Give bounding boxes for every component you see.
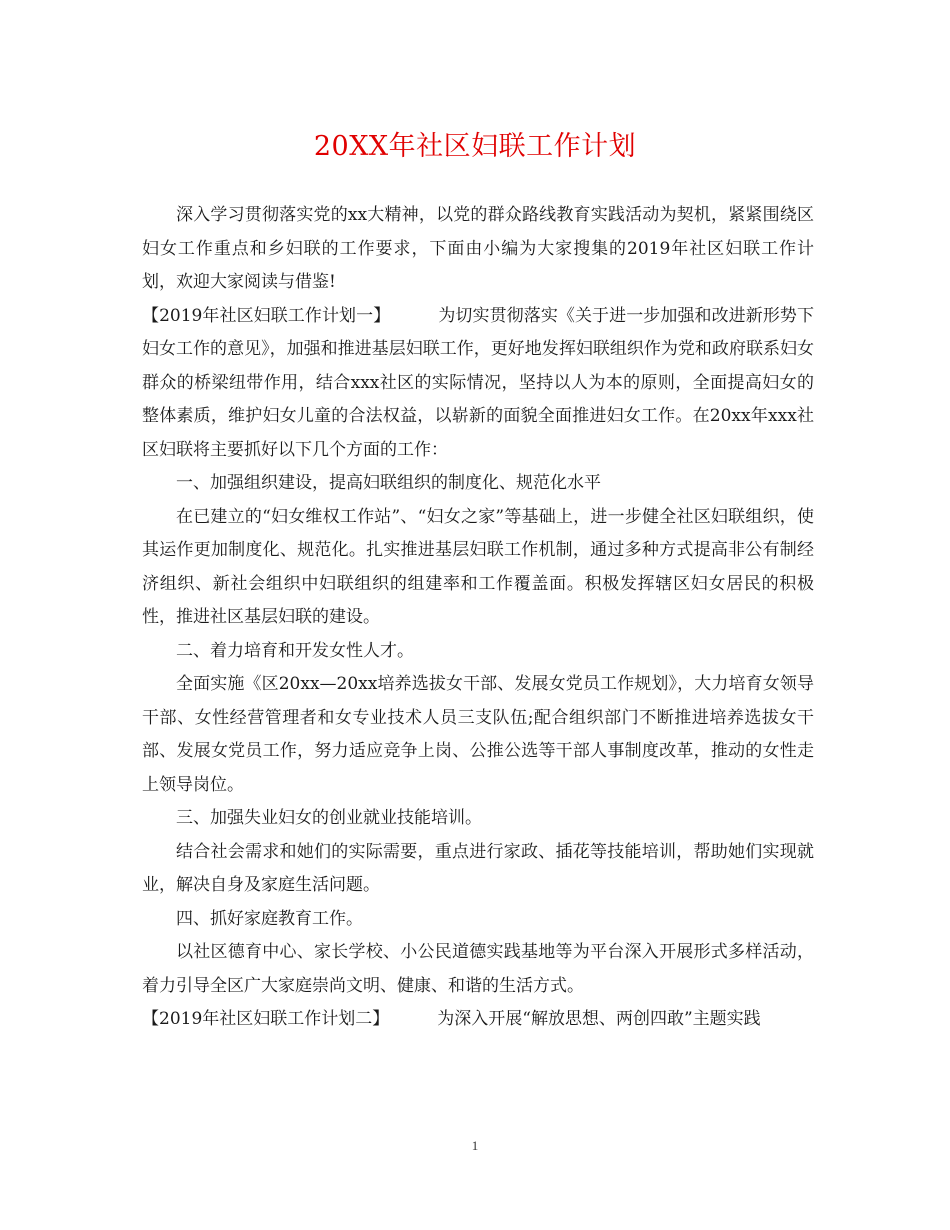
section1-paragraph: 在已建立的“妇女维权工作站”、“妇女之家”等基础上，进一步健全社区妇联组织，使其运作更加制度化、规范化。扎实推进基层妇联工作机制，通过多种方式提高非公有制经济组织、新社会组织中妇联组织的组建率和工作覆盖面。积极发挥辖区妇女居民的积极性，推进社区基层妇联的建设。 <box>142 506 814 627</box>
plan2-text: 为深入开展“解放思想、两创四敢”主题实践 <box>437 1009 761 1029</box>
document-title: 20XX年社区妇联工作计划 <box>313 131 637 162</box>
page-number: 1 <box>471 1138 479 1153</box>
section2-paragraph: 全面实施《区20xx—20xx培养选拔女干部、发展女党员工作规划》，大力培育女领导干部、女性经营管理者和女专业技术人员三支队伍;配合组织部门不断推进培养选拔女干部、发展女党员工作，努力适应竞争上岗、公推公选等干部人事制度改革，推动的女性走上领导岗位。 <box>142 674 814 795</box>
section4-paragraph: 以社区德育中心、家长学校、小公民道德实践基地等为平台深入开展形式多样活动，着力引导全区广大家庭崇尚文明、健康、和谐的生活方式。 <box>142 942 814 996</box>
document-body <box>142 199 814 1037</box>
plan2-paragraph <box>142 1003 814 1037</box>
plan2-heading: 【2019年社区妇联工作计划二】 <box>142 1009 390 1029</box>
section1-heading: 一、加强组织建设，提高妇联组织的制度化、规范化水平 <box>176 473 601 493</box>
section2-heading: 二、着力培育和开发女性人才。 <box>176 640 414 661</box>
plan1-heading: 【2019年社区妇联工作计划一】 <box>142 305 391 326</box>
plan1-paragraph <box>142 300 814 468</box>
section4-heading: 四、抓好家庭教育工作。 <box>176 908 363 929</box>
plan1-text: 为切实贯彻落实《关于进一步加强和改进新形势下妇女工作的意见》，加强和推进基层妇联工作，更好地发挥妇联组织作为党和政府联系妇女群众的桥梁纽带作用，结合xxx社区的实际情况，坚持以人为本的原则，全面提高妇女的整体素质，维护妇女儿童的合法权益，以崭新的面貌全面推进妇女工作。在20xx年xxx社区妇联将主要抓好以下几个方面的工作： <box>142 305 814 460</box>
intro-paragraph: 深入学习贯彻落实党的xx大精神，以党的群众路线教育实践活动为契机，紧紧围绕区妇女工作重点和乡妇联的工作要求，下面由小编为大家搜集的2019年社区妇联工作计划，欢迎大家阅读与借鉴! <box>142 205 814 292</box>
section3-paragraph: 结合社会需求和她们的实际需要，重点进行家政、插花等技能培训，帮助她们实现就业，解决自身及家庭生活问题。 <box>142 841 814 895</box>
section3-heading: 三、加强失业妇女的创业就业技能培训。 <box>176 808 482 828</box>
